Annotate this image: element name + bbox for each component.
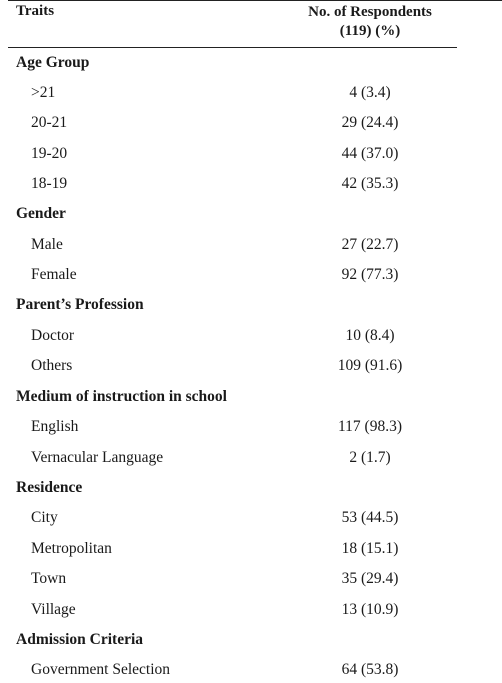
table-row (0, 418, 502, 440)
row-value: 44 (37.0) (341, 145, 399, 162)
table-row (0, 266, 502, 288)
table-row (0, 570, 502, 592)
row-value: 117 (98.3) (338, 418, 402, 435)
row-value: 109 (91.6) (337, 357, 403, 374)
row-value: 42 (35.3) (341, 175, 399, 192)
row-value: 2 (1.7) (349, 449, 391, 466)
row-value: 53 (44.5) (341, 509, 399, 526)
table-row (0, 175, 502, 197)
row-value: 92 (77.3) (341, 266, 399, 283)
table-row (0, 357, 502, 379)
row-label: >21 (31, 84, 56, 101)
group-title: Gender (16, 205, 66, 222)
row-label: 20-21 (31, 114, 68, 131)
table-row (0, 114, 502, 136)
group-row-gender (0, 205, 502, 227)
group-title: Residence (16, 479, 83, 496)
respondents-header-line1: No. of Respondents (308, 4, 432, 20)
row-label: Government Selection (31, 661, 171, 678)
group-row-medium-of-instruction (0, 388, 502, 410)
row-value: 35 (29.4) (341, 570, 399, 587)
row-label: Metropolitan (31, 540, 112, 557)
table-row (0, 236, 502, 258)
row-label: Others (31, 357, 73, 374)
column-header-respondents (285, 3, 455, 41)
row-label: 18-19 (31, 175, 68, 192)
row-value: 29 (24.4) (341, 114, 399, 131)
table-row (0, 449, 502, 471)
header-rule (8, 47, 457, 48)
row-label: Female (31, 266, 77, 283)
row-value: 4 (3.4) (349, 84, 391, 101)
table-row (0, 145, 502, 167)
row-label: 19-20 (31, 145, 68, 162)
group-row-admission-criteria (0, 631, 502, 653)
group-row-age (0, 54, 502, 76)
group-row-residence (0, 479, 502, 501)
row-value: 13 (10.9) (341, 601, 399, 618)
table-row (0, 84, 502, 106)
row-value: 64 (53.8) (341, 661, 399, 678)
row-value: 27 (22.7) (341, 236, 399, 253)
table-row (0, 327, 502, 349)
group-title: Age Group (16, 54, 90, 71)
row-label: Male (31, 236, 63, 253)
row-value: 10 (8.4) (345, 327, 395, 344)
table-row (0, 601, 502, 623)
row-label: Doctor (31, 327, 75, 344)
table-row (0, 540, 502, 562)
row-label: Town (31, 570, 67, 587)
group-row-parents-profession (0, 296, 502, 318)
respondents-header-line2: (119) (%) (339, 23, 401, 39)
table-row (0, 509, 502, 531)
group-title: Admission Criteria (16, 631, 144, 648)
table-top-rule (8, 0, 502, 1)
group-title: Parent’s Profession (16, 296, 144, 313)
column-header-traits: Traits (16, 3, 55, 19)
row-label: Vernacular Language (31, 449, 164, 466)
row-value: 18 (15.1) (341, 540, 399, 557)
row-label: City (31, 509, 58, 526)
table-row (0, 661, 502, 683)
row-label: English (31, 418, 79, 435)
row-label: Village (31, 601, 76, 618)
group-title: Medium of instruction in school (16, 388, 227, 405)
